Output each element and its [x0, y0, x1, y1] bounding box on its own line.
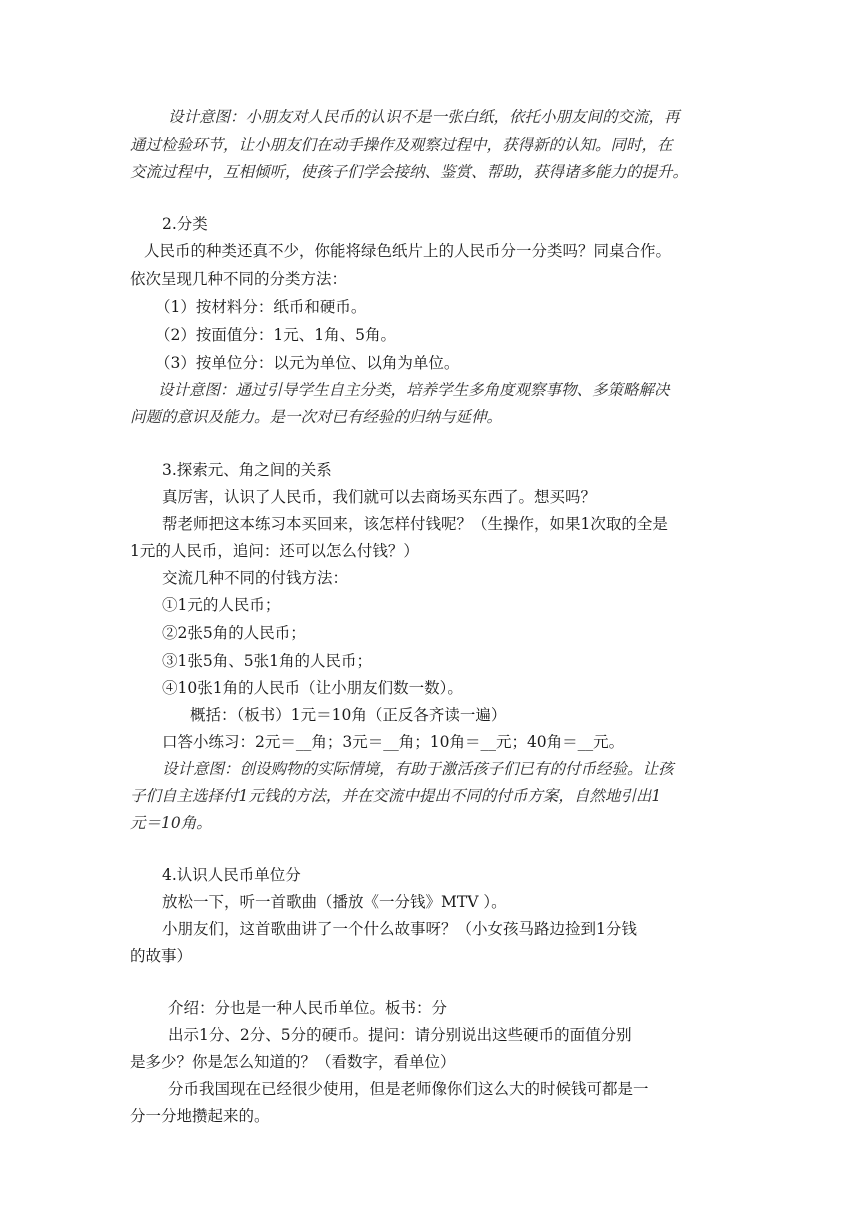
- text-line: 概括：（板书）1元＝10角（正反各齐读一遍）: [190, 706, 507, 724]
- text-line: 依次呈现几种不同的分类方法：: [130, 270, 348, 288]
- text-line: 3.探索元、角之间的关系: [162, 461, 332, 479]
- design-intent-line: 子们自主选择付1元钱的方法，并在交流中提出不同的付币方案，自然地引出1: [130, 787, 662, 805]
- text-line: 口答小练习：2元＝__角；3元＝__角；10角＝__元；40角＝__元。: [162, 733, 625, 751]
- text-line: 介绍：分也是一种人民币单位。板书：分: [168, 999, 448, 1017]
- text-line: 小朋友们，这首歌曲讲了一个什么故事呀？（小女孩马路边捡到1分钱: [162, 920, 637, 938]
- design-intent-line: 设计意图：通过引导学生自主分类，培养学生多角度观察事物、多策略解决: [158, 381, 670, 399]
- design-intent-line: 通过检验环节，让小朋友们在动手操作及观察过程中，获得新的认知。同时，在: [130, 136, 673, 154]
- text-line: 的故事）: [130, 947, 193, 965]
- text-line: 人民币的种类还真不少，你能将绿色纸片上的人民币分一分类吗？同桌合作。: [144, 242, 672, 260]
- text-line: ③1张5角、5张1角的人民币；: [162, 652, 372, 670]
- text-line: 出示1分、2分、5分的硬币。提问：请分别说出这些硬币的面值分别: [168, 1026, 632, 1044]
- text-line: 2.分类: [162, 215, 208, 233]
- text-line: 分币我国现在已经很少使用，但是老师像你们这么大的时候钱可都是一: [168, 1080, 649, 1098]
- text-line: （2）按面值分：1元、1角、5角。: [155, 326, 396, 344]
- design-intent-line: 元＝10角。: [130, 814, 212, 832]
- text-line: 1元的人民币，追问：还可以怎么付钱？）: [130, 542, 419, 560]
- text-line: 帮老师把这本练习本买回来，该怎样付钱呢？（生操作，如果1次取的全是: [162, 515, 668, 533]
- text-line: 交流几种不同的付钱方法：: [162, 569, 349, 587]
- text-line: 分一分地攒起来的。: [130, 1107, 270, 1125]
- text-line: （3）按单位分：以元为单位、以角为单位。: [155, 354, 460, 372]
- text-line: 4.认识人民币单位分: [162, 866, 301, 884]
- design-intent-line: 设计意图：小朋友对人民币的认识不是一张白纸，依托小朋友间的交流，再: [168, 108, 680, 126]
- design-intent-line: 交流过程中，互相倾听，使孩子们学会接纳、鉴赏、帮助，获得诸多能力的提升。: [130, 163, 689, 181]
- text-line: ②2张5角的人民币；: [162, 624, 306, 642]
- text-line: （1）按材料分：纸币和硬币。: [155, 298, 367, 316]
- text-line: ①1元的人民币；: [162, 596, 281, 614]
- design-intent-line: 问题的意识及能力。是一次对已有经验的归纳与延伸。: [130, 408, 503, 426]
- design-intent-line: 设计意图：创设购物的实际情境，有助于激活孩子们已有的付币经验。让孩: [162, 760, 674, 778]
- text-line: 真厉害，认识了人民币，我们就可以去商场买东西了。想买吗？: [162, 488, 597, 506]
- text-line: 是多少？你是怎么知道的？（看数字，看单位）: [130, 1053, 456, 1071]
- text-line: ④10张1角的人民币（让小朋友们数一数）。: [162, 679, 463, 697]
- text-line: 放松一下，听一首歌曲（播放《一分钱》MTV ）。: [162, 893, 507, 911]
